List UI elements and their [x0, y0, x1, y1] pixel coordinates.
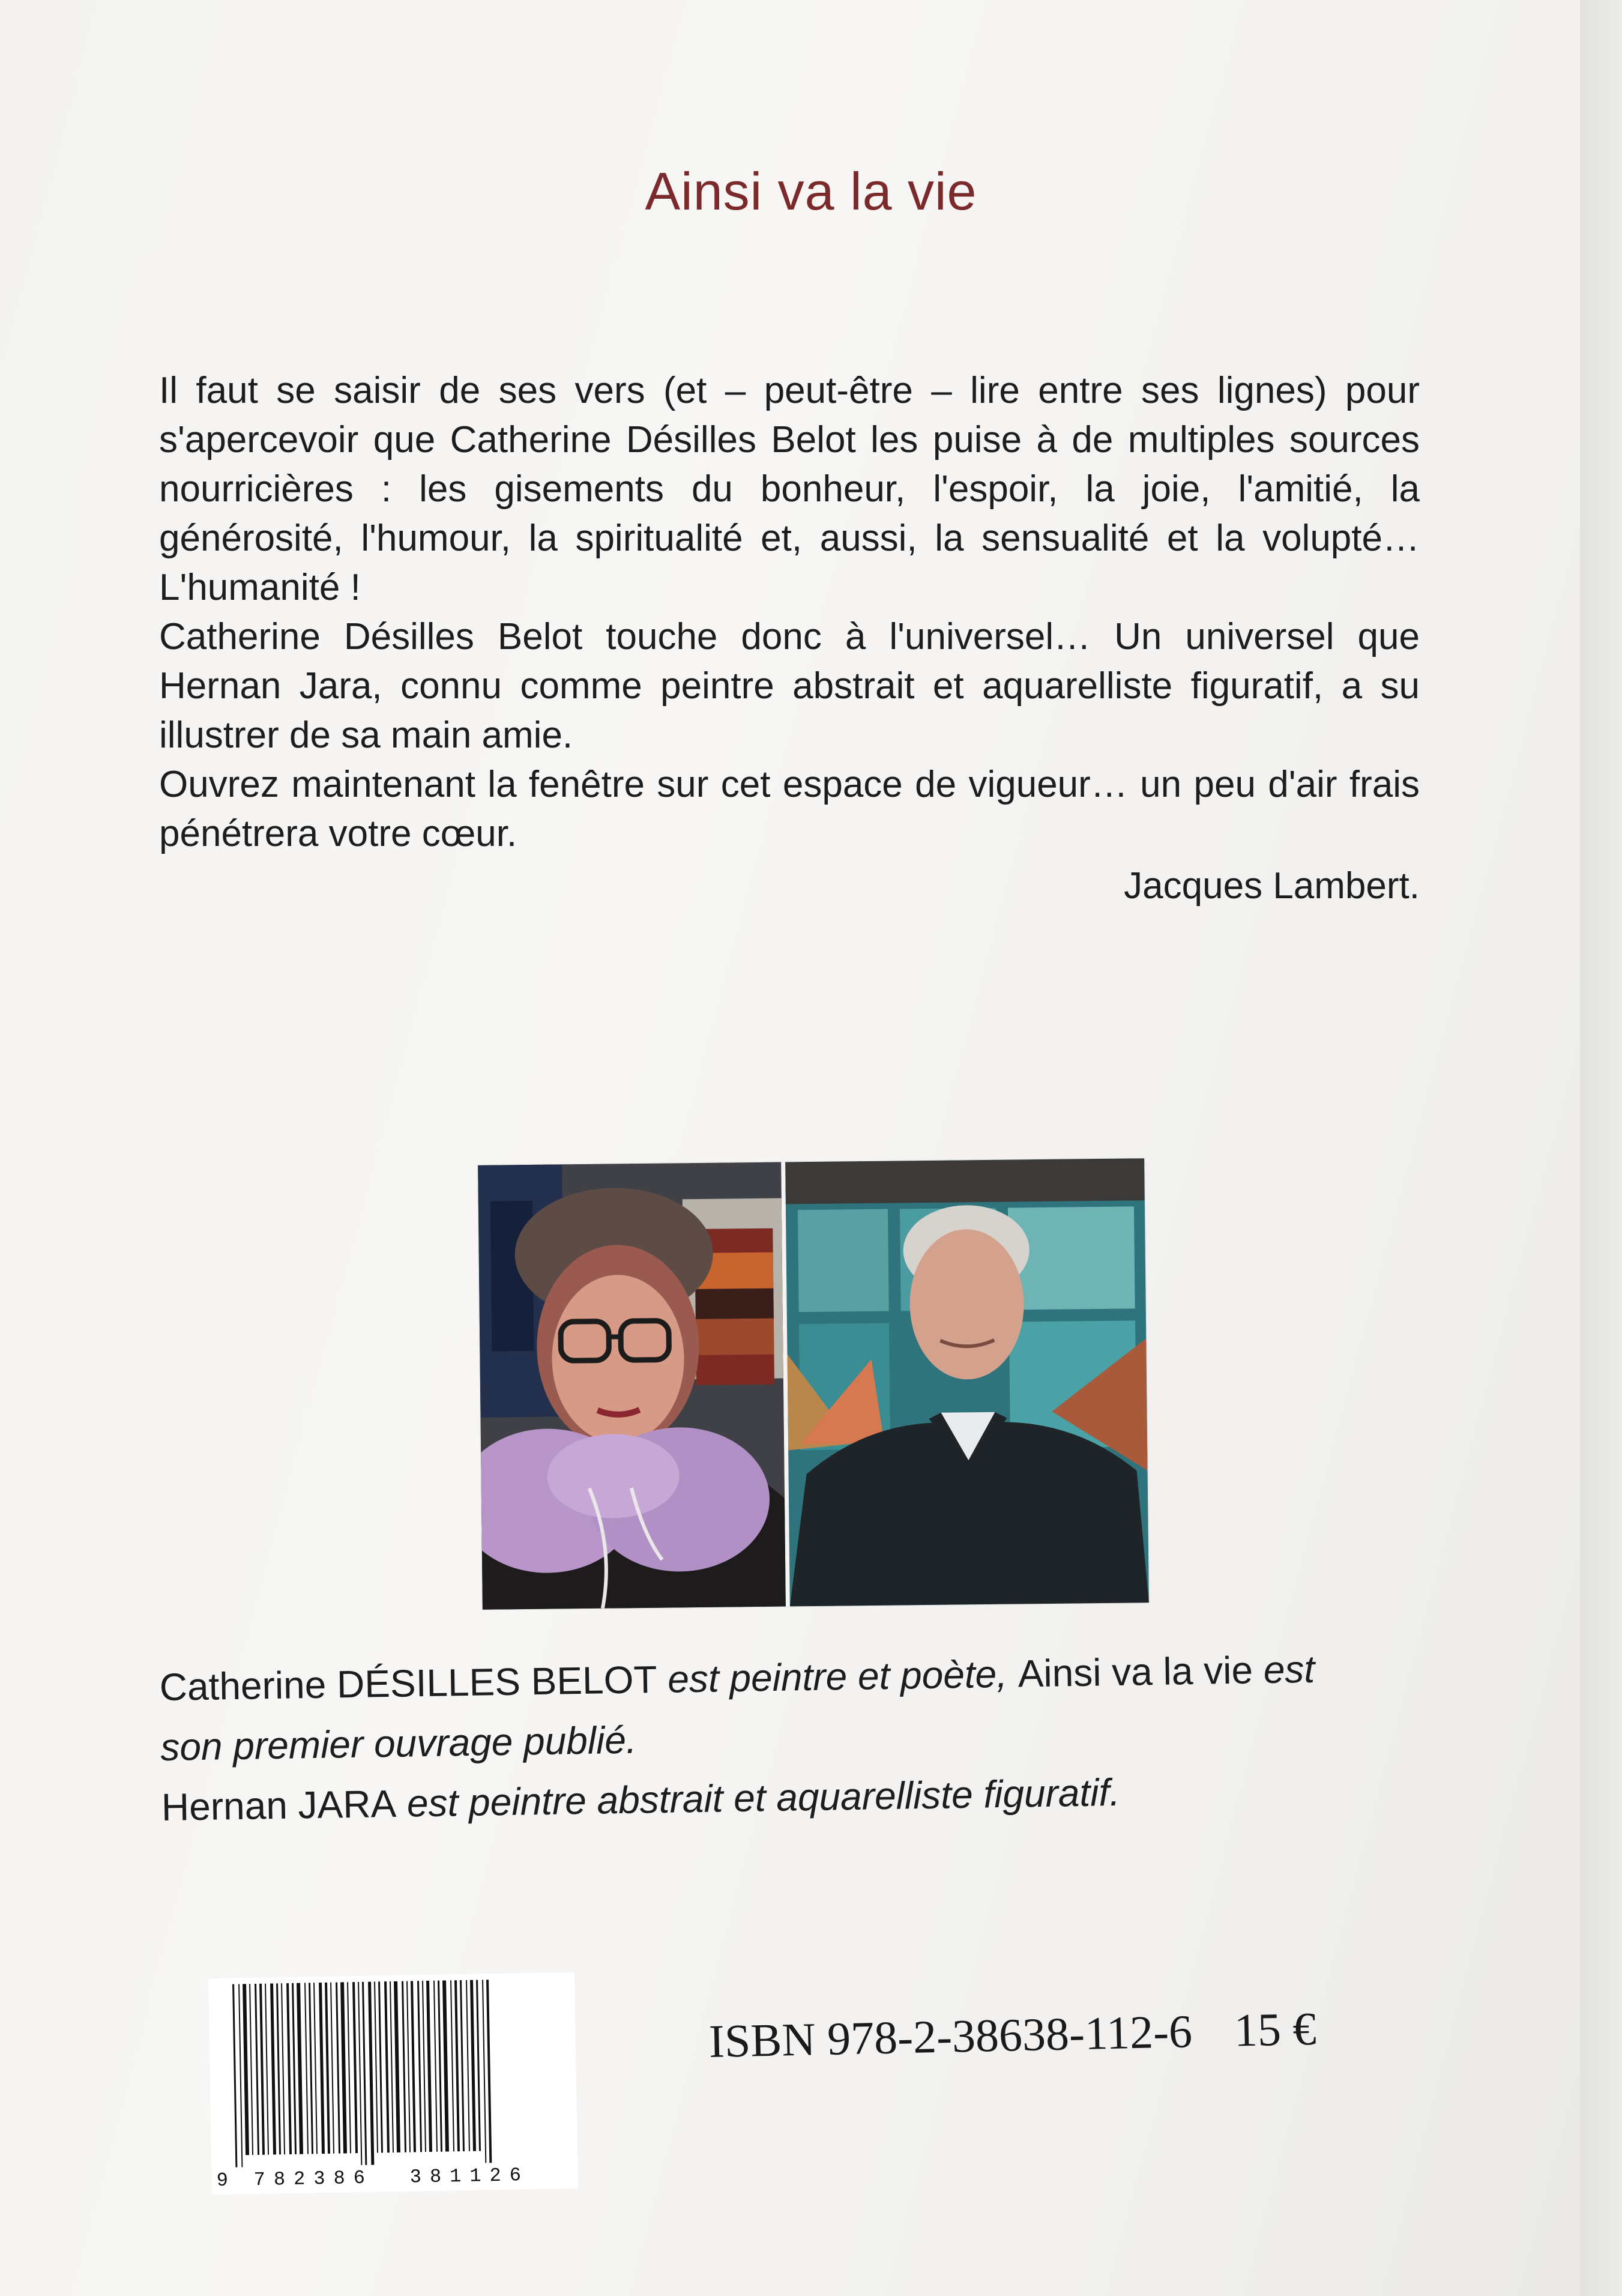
- book-title: Ainsi va la vie: [645, 162, 977, 221]
- barcode-bar: [286, 1983, 292, 2154]
- barcode-bar: [466, 1980, 470, 2151]
- bio-illustrator-name: Hernan JARA: [161, 1781, 397, 1829]
- barcode-bar: [336, 1983, 340, 2154]
- barcode-bar: [454, 1980, 460, 2151]
- barcode-bar: [482, 1980, 486, 2163]
- barcode-bar: [270, 1983, 276, 2154]
- barcode-digits-left: 782386: [253, 2166, 374, 2192]
- barcode-bar: [325, 1983, 330, 2154]
- barcode-bar: [352, 1982, 358, 2153]
- barcode-bar: [255, 1984, 259, 2155]
- barcode-graphic: [208, 1972, 578, 2195]
- blurb: [159, 366, 1420, 859]
- author-photo-woman: [478, 1162, 786, 1610]
- barcode-bar: [362, 1982, 367, 2165]
- barcode-bar: [313, 1983, 318, 2154]
- barcode-bar: [402, 1981, 406, 2152]
- barcode-digit-first: 9: [216, 2169, 229, 2192]
- barcode-bar: [411, 1981, 416, 2152]
- barcode-bar: [470, 1980, 476, 2151]
- barcode-bar: [309, 1983, 313, 2154]
- barcode-digits-right: 381126: [409, 2164, 530, 2189]
- barcode-bar: [394, 1981, 400, 2152]
- price: 15 €: [1234, 2002, 1317, 2056]
- barcode-bar: [426, 1981, 432, 2152]
- bio-book-title: Ainsi va la vie: [1018, 1648, 1253, 1696]
- barcode-bar: [476, 1980, 481, 2151]
- barcode-bar: [249, 1984, 253, 2155]
- barcode-bar: [417, 1981, 422, 2152]
- blurb-paragraph-2: Catherine Désilles Belot touche donc à l'universel… Un universel que Hernan Jara, connu comme peintre abstrait et aquarelliste figuratif, a su illustrer de sa main amie.: [159, 616, 1420, 756]
- barcode-bar: [297, 1983, 303, 2154]
- barcode-bar: [433, 1981, 438, 2152]
- barcode-bar: [265, 1984, 269, 2155]
- barcode-bar: [406, 1981, 411, 2152]
- barcode-bar: [304, 1983, 309, 2154]
- blurb-paragraph-3: Ouvrez maintenant la fenêtre sur cet espace de vigueur… un peu d'air frais pénétrera votre cœur.: [159, 764, 1420, 854]
- barcode-bar: [276, 1983, 281, 2154]
- authors-bio: [159, 1636, 1482, 1837]
- barcode-bar: [450, 1980, 454, 2151]
- blurb-signature: Jacques Lambert.: [1124, 865, 1420, 907]
- barcode-bar: [319, 1983, 325, 2154]
- bio-first-book-note: son premier ouvrage publié.: [160, 1718, 638, 1769]
- author-photos: [478, 1158, 1149, 1610]
- bio-author-name: Catherine DÉSILLES BELOT: [159, 1657, 658, 1709]
- barcode-bar: [368, 1982, 374, 2165]
- woman-portrait-illustration: [478, 1162, 786, 1610]
- barcode-bar: [259, 1984, 265, 2155]
- barcode-bar: [292, 1983, 297, 2154]
- barcode-bar: [460, 1980, 465, 2151]
- barcode-bar: [330, 1983, 334, 2154]
- bio-illustrator-description: est peintre abstrait et aquarelliste figuratif.: [396, 1770, 1121, 1825]
- barcode-bar: [238, 1984, 243, 2167]
- barcode-bars: [232, 1980, 492, 2167]
- barcode-bar: [232, 1984, 237, 2168]
- barcode-bar: [486, 1980, 492, 2163]
- barcode-bar: [358, 1982, 362, 2165]
- barcode-bar: [378, 1981, 383, 2152]
- bio-line-1-end: est: [1252, 1647, 1315, 1692]
- blurb-paragraph-1: Il faut se saisir de ses vers (et – peut-être – lire entre ses lignes) pour s'apercevoir que Catherine Désilles Belot les puise à de multiples sources nourricières : les gisements du bonheur, l'espoir, la joie, l'amitié, la générosité, l'humour, la spiritualité et, aussi, la sensualité et la volupté… L'humanité !: [159, 370, 1420, 608]
- barcode-bar: [281, 1983, 285, 2154]
- barcode-bar: [374, 1981, 378, 2152]
- barcode: [208, 1972, 578, 2195]
- isbn-number: ISBN 978-2-38638-112-6: [708, 2005, 1193, 2067]
- barcode-bar: [384, 1981, 390, 2152]
- cover-edge: [1580, 0, 1622, 2296]
- barcode-bar: [390, 1981, 394, 2152]
- man-portrait-illustration: [785, 1158, 1149, 1606]
- author-photo-man: [785, 1158, 1149, 1606]
- barcode-bar: [442, 1980, 449, 2151]
- barcode-bar: [438, 1981, 442, 2152]
- barcode-bar: [422, 1981, 426, 2152]
- barcode-bar: [347, 1982, 351, 2153]
- bio-author-description: est peintre et poète,: [656, 1652, 1019, 1701]
- isbn-price: [708, 2002, 1316, 2068]
- barcode-bar: [340, 1982, 347, 2153]
- barcode-bar: [243, 1984, 249, 2155]
